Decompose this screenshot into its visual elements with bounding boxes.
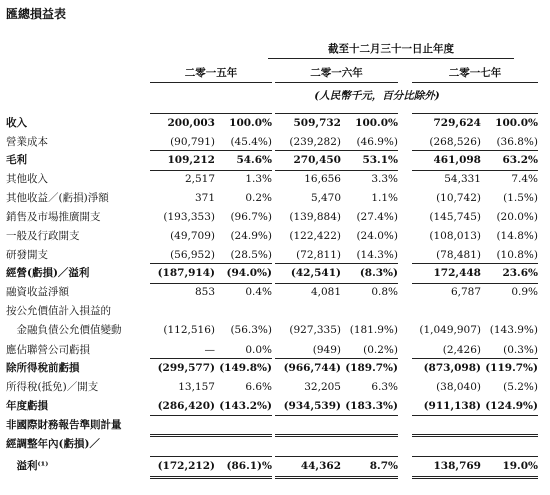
row-value: (96.7%)	[230, 211, 272, 223]
underline	[275, 283, 398, 284]
row-value: 5,470	[310, 192, 341, 204]
row-value: 53.1%	[362, 154, 398, 166]
row-label: 應佔聯營公司虧損	[6, 344, 90, 356]
row-value: (72,811)	[296, 249, 341, 261]
row-value: (122,422)	[289, 230, 341, 242]
row-value: (124.9%)	[485, 400, 538, 412]
row-value: 100.0%	[355, 117, 398, 129]
row-value: 7.4%	[511, 173, 538, 185]
row-value: (927,335)	[289, 324, 341, 336]
underline	[275, 113, 398, 114]
row-value: (56.3%)	[230, 324, 272, 336]
row-value: 0.8%	[371, 286, 398, 298]
table-row	[0, 150, 550, 170]
double-underline	[275, 434, 398, 437]
page-title: 匯總損益表	[6, 7, 67, 21]
row-value: (143.9%)	[489, 324, 538, 336]
table-row	[0, 415, 550, 435]
unit-note: (人民幣千元，百分比除外)	[314, 90, 440, 102]
row-value: (24.9%)	[230, 230, 272, 242]
row-value: (149.8%)	[219, 362, 272, 374]
row-value: (0.3%)	[503, 344, 538, 356]
row-value: 0.0%	[245, 344, 272, 356]
row-value: 172,448	[433, 267, 481, 279]
row-value: 109,212	[167, 154, 215, 166]
underline	[150, 170, 272, 171]
row-value: (27.4%)	[356, 211, 398, 223]
table-row	[0, 301, 550, 321]
table-row	[0, 434, 550, 454]
row-value: 0.2%	[245, 192, 272, 204]
table-row	[0, 396, 550, 416]
row-value: 23.6%	[502, 267, 538, 279]
row-value: 200,003	[167, 117, 215, 129]
row-value: 6.6%	[245, 381, 272, 393]
row-label: 研發開支	[6, 249, 48, 261]
row-value: (193,353)	[163, 211, 215, 223]
row-label: 年度虧損	[6, 400, 48, 412]
double-underline	[412, 476, 538, 479]
row-label: 營業成本	[6, 136, 48, 148]
row-value: (934,539)	[283, 400, 341, 412]
row-label: 除所得稅前虧損	[6, 362, 80, 374]
row-label: 金融負債公允價值變動	[6, 324, 122, 336]
row-value: (14.3%)	[356, 249, 398, 261]
row-value: (268,526)	[429, 136, 481, 148]
underline	[150, 263, 272, 264]
row-value: (911,138)	[423, 400, 481, 412]
table-row	[0, 320, 550, 340]
row-value: (8.3%)	[359, 267, 398, 279]
underline	[275, 263, 398, 264]
row-value: (139,884)	[289, 211, 341, 223]
row-value: (5.2%)	[503, 381, 538, 393]
row-label: 非國際財務報告準則計量	[6, 419, 122, 431]
table-row	[0, 169, 550, 189]
row-label: 溢利⁽¹⁾	[6, 460, 49, 472]
table-row	[0, 245, 550, 265]
row-value: (112,516)	[163, 324, 215, 336]
row-value: 6.3%	[371, 381, 398, 393]
row-value: (108,013)	[429, 230, 481, 242]
year-header-2016: 二零一六年	[310, 67, 363, 79]
row-value: 100.0%	[495, 117, 538, 129]
underline	[412, 358, 538, 359]
row-value: 2,517	[184, 173, 215, 185]
row-value: (45.4%)	[230, 136, 272, 148]
row-value: 509,732	[293, 117, 341, 129]
row-value: (20.0%)	[496, 211, 538, 223]
row-value: (2,426)	[442, 344, 481, 356]
row-value: (56,952)	[170, 249, 215, 261]
underline	[150, 358, 272, 359]
row-value: 44,362	[300, 460, 341, 472]
row-value: (1,049,907)	[419, 324, 481, 336]
row-value: 54,331	[444, 173, 481, 185]
underline	[412, 283, 538, 284]
row-value: (28.5%)	[230, 249, 272, 261]
double-underline	[412, 434, 538, 437]
double-underline	[150, 476, 272, 479]
table-row	[0, 188, 550, 208]
row-label: 經營(虧損)／溢利	[6, 267, 90, 279]
row-value: (189.7%)	[345, 362, 398, 374]
row-label: 毛利	[6, 154, 27, 166]
underline	[412, 456, 538, 457]
underline	[412, 150, 538, 151]
double-underline	[150, 434, 272, 437]
table-row	[0, 377, 550, 397]
underline	[412, 170, 538, 171]
row-value: (286,420)	[157, 400, 215, 412]
underline	[150, 283, 272, 284]
row-value: 100.0%	[229, 117, 272, 129]
row-value: (10.8%)	[496, 249, 538, 261]
row-value: 1.1%	[371, 192, 398, 204]
underline	[275, 150, 398, 151]
row-value: 1.3%	[245, 173, 272, 185]
row-value: 19.0%	[502, 460, 538, 472]
row-value: (145,745)	[429, 211, 481, 223]
row-label: 融資收益淨額	[6, 286, 69, 298]
row-value: (94.0%)	[226, 267, 272, 279]
double-underline	[275, 476, 398, 479]
row-value: (183.3%)	[345, 400, 398, 412]
row-value: (299,577)	[157, 362, 215, 374]
period-underline	[268, 58, 514, 59]
underline	[275, 358, 398, 359]
year-header-2017: 二零一七年	[448, 67, 502, 79]
underline	[275, 415, 398, 416]
row-label: 一般及行政開支	[6, 230, 80, 242]
row-value: (49,709)	[170, 230, 215, 242]
row-value: 0.4%	[245, 286, 272, 298]
row-value: (90,791)	[170, 136, 215, 148]
underline	[150, 150, 272, 151]
row-value: 4,081	[310, 286, 341, 298]
row-value: (46.9%)	[356, 136, 398, 148]
row-label: 按公允價值計入損益的	[6, 305, 111, 317]
underline	[150, 415, 272, 416]
table-row	[0, 456, 550, 476]
underline	[412, 113, 538, 114]
row-value: (949)	[312, 344, 341, 356]
row-value: —	[204, 344, 215, 356]
table-row	[0, 113, 550, 133]
row-value: 16,656	[304, 173, 341, 185]
row-value: (873,098)	[423, 362, 481, 374]
table-row	[0, 282, 550, 302]
row-value: 32,205	[304, 381, 341, 393]
row-value: 54.6%	[236, 154, 272, 166]
underline	[275, 456, 398, 457]
row-value: (0.2%)	[363, 344, 398, 356]
row-value: (78,481)	[436, 249, 481, 261]
row-label: 經調整年內(虧損)／	[6, 438, 100, 450]
row-value: (10,742)	[436, 192, 481, 204]
table-row	[0, 207, 550, 227]
underline	[412, 263, 538, 264]
row-value: (172,212)	[157, 460, 215, 472]
row-value: 461,098	[433, 154, 481, 166]
year-underline	[150, 82, 272, 83]
row-label: 其他收益／(虧損)淨額	[6, 192, 109, 204]
row-value: (187,914)	[157, 267, 215, 279]
table-row	[0, 340, 550, 360]
row-value: 13,157	[178, 381, 215, 393]
row-value: (143.2%)	[219, 400, 272, 412]
underline	[275, 170, 398, 171]
table-row	[0, 358, 550, 378]
row-label: 所得稅(抵免)／開支	[6, 381, 99, 393]
row-value: (119.7%)	[485, 362, 538, 374]
row-value: (38,040)	[436, 381, 481, 393]
row-label: 收入	[6, 117, 27, 129]
year-header-2015: 二零一五年	[184, 67, 238, 79]
row-value: (1.5%)	[503, 192, 538, 204]
row-value: 270,450	[293, 154, 341, 166]
underline	[412, 415, 538, 416]
table-row	[0, 263, 550, 283]
row-label: 其他收入	[6, 173, 48, 185]
row-value: 8.7%	[369, 460, 398, 472]
row-label: 銷售及市場推廣開支	[6, 211, 101, 223]
row-value: 6,787	[450, 286, 481, 298]
row-value: 63.2%	[502, 154, 538, 166]
row-value: (966,744)	[283, 362, 341, 374]
row-value: 853	[194, 286, 215, 298]
table-row	[0, 132, 550, 152]
underline	[150, 113, 272, 114]
row-value: (24.0%)	[356, 230, 398, 242]
row-value: (181.9%)	[349, 324, 398, 336]
row-value: 729,624	[433, 117, 481, 129]
underline	[150, 456, 272, 457]
row-value: 3.3%	[371, 173, 398, 185]
row-value: 371	[194, 192, 215, 204]
row-value: (36.8%)	[496, 136, 538, 148]
row-value: (42,541)	[290, 267, 341, 279]
row-value: (239,282)	[289, 136, 341, 148]
row-value: 0.9%	[511, 286, 538, 298]
row-value: (14.8%)	[496, 230, 538, 242]
row-value: 138,769	[433, 460, 481, 472]
year-underline	[412, 82, 538, 83]
row-value: (86.1)%	[226, 460, 272, 472]
year-underline	[275, 82, 398, 83]
table-row	[0, 226, 550, 246]
